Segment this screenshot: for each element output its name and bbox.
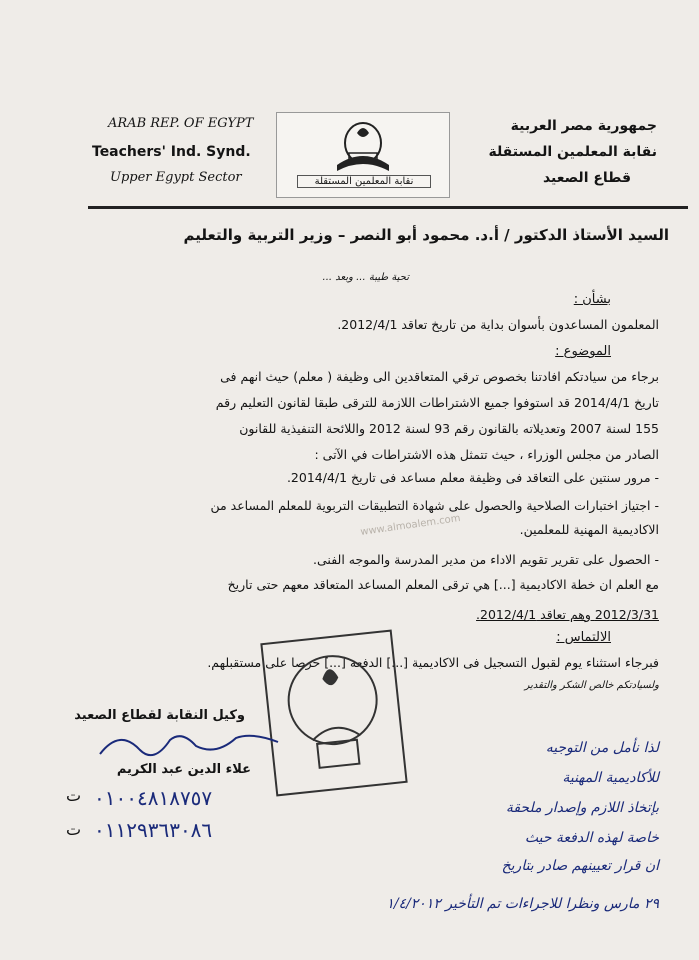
note-line: 2012/3/31 وهم تعاقد 2012/4/1. [476,607,659,622]
subject-title: بشأن : [573,292,611,307]
header-ar-sector: قطاع الصعيد [542,170,631,186]
handwritten-line: ٢٩ مارس ونظرا للاجراءات تم التأخير ١/٤/٢٠١٢ [386,896,659,912]
handwritten-line: ان قرار تعيينهم صادر بتاريخ [501,858,659,874]
phone-label: ت [66,786,82,805]
closing-line: ولسيادتكم خالص الشكر والتقدير [524,680,659,691]
requirement-bullet: - مرور سنتين على التعاقد فى وظيفة معلم مساعد فى تاريخ 2014/4/1. [286,470,659,485]
signatory-name: علاء الدين عبد الكريم [116,762,251,777]
topic-line: تاريخ 2014/4/1 قد استوفوا جميع الاشتراطات اللازمة للترقى طبقا لقانون التعليم رقم [215,395,659,410]
topic-title: الموضوع : [555,344,611,359]
topic-line: 155 لسنة 2007 وتعديلاته بالقانون رقم 93 لسنة 2012 واللائحة التنفيذية للقانون [239,421,659,436]
topic-line: برجاء من سيادتكم افادتنا بخصوص ترقي المتعاقدين الى وظيفة ( معلم) حيث انهم فى [220,369,659,384]
requirement-bullet: - الحصول على تقرير تقويم الاداء من مدير المدرسة والموجه الفنى. [313,552,659,567]
header-en-country: ARAB REP. OF EGYPT [108,116,254,131]
request-title: الالتماس : [556,630,611,645]
phone-number-2: ٠١١٢٩٣٦٣٠٨٦ [94,818,213,842]
handwritten-line: بإتخاذ اللازم وإصدار ملحقة [505,800,659,816]
handwritten-signature-icon [92,728,292,764]
topic-line: الصادر من مجلس الوزراء ، حيث تتمثل هذه الاشتراطات في الآتى : [314,447,659,462]
signatory-role: وكيل النقابة لقطاع الصعيد [74,708,245,723]
header-ar-syndicate: نقابة المعلمين المستقلة [488,144,657,160]
handwritten-line: خاصة لهذه الدفعة حيث [524,830,659,846]
phone-label: ت [66,820,82,839]
watermark: www.almoalem.com [359,513,462,538]
greeting: تحية طيبة ... وبعد ... [322,272,409,283]
syndicate-logo [276,112,450,198]
subject-text: المعلمون المساعدون بأسوان بداية من تاريخ تعاقد 2012/4/1. [337,317,659,332]
header-en-sector: Upper Egypt Sector [110,170,242,185]
requirement-bullet: - اجتياز اختبارات الصلاحية والحصول على شهادة التطبيقات التربوية للمعلم المساعد من [210,498,659,513]
requirement-bullet: الاكاديمية المهنية للمعلمين. [519,522,659,537]
header-en-syndicate: Teachers' Ind. Synd. [92,144,251,160]
header-divider [88,206,688,209]
request-text: فبرجاء استثناء يوم لقبول التسجيل فى الاكاديمية [...] الدفعة [...] حرصا على مستقبلهم. [207,655,659,670]
header-ar-country: جمهورية مصر العربية [510,118,657,134]
logo-caption: نقابة المعلمين المستقلة [297,175,431,188]
handwritten-line: للأكاديمية المهنية [562,770,659,786]
note-line: مع العلم ان خطة الاكاديمية [...] هي ترقى المعلم المساعد المتعاقد معهم حتى تاريخ [227,577,659,592]
handwritten-line: لذا نأمل من التوجيه [545,740,659,756]
addressee-line: السيد الأستاذ الدكتور / أ.د. محمود أبو النصر – وزير التربية والتعليم [183,226,669,244]
phone-number-1: ٠١٠٠٤٨١٨٧٥٧ [94,786,213,810]
